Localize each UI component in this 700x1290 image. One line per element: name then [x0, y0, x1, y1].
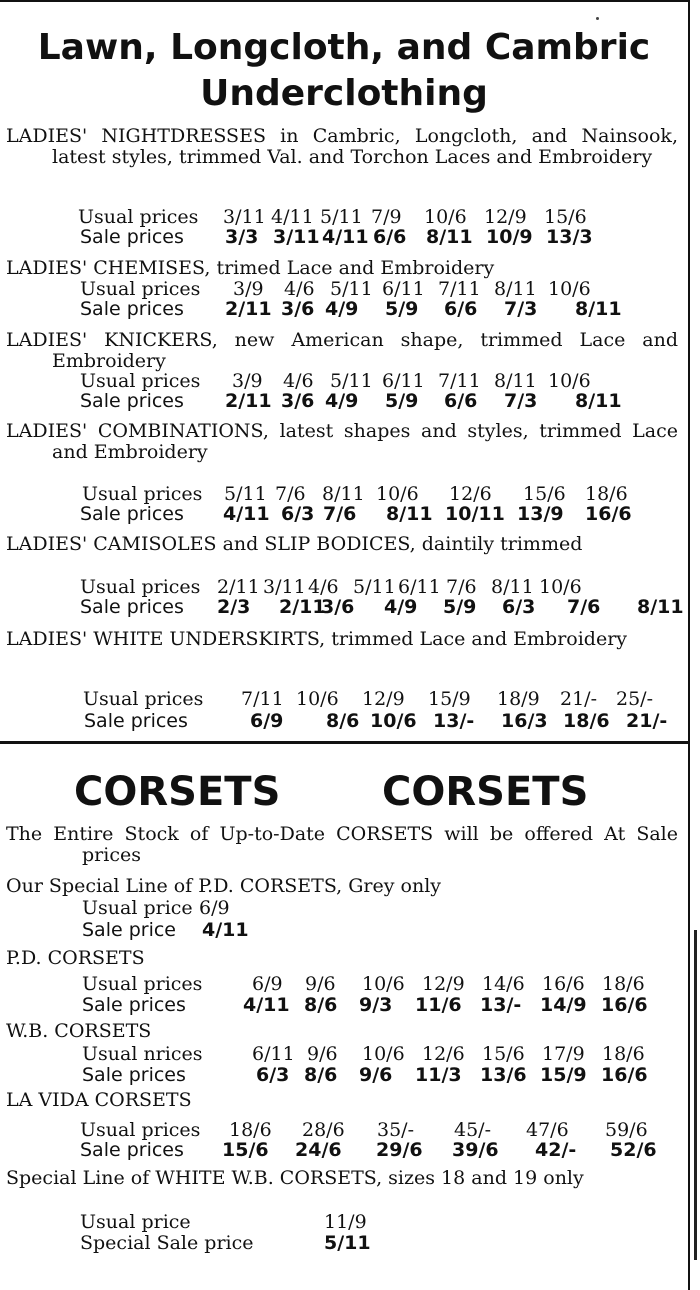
corsets-heading-right: CORSETS	[382, 769, 589, 815]
underskirts-description: LADIES' WHITE UNDERSKIRTS, trimmed Lace and Embroidery	[6, 628, 628, 650]
wb-corsets-name: W.B. CORSETS	[6, 1020, 152, 1042]
nightdresses-description: LADIES' NIGHTDRESSES in Cambric, Longcloth, and Nainsook, latest styles, trimmed Val. and Torchon Laces and Embroidery	[6, 125, 678, 168]
camisoles-description: LADIES' CAMISOLES and SLIP BODICES, daintily trimmed	[6, 533, 583, 555]
corsets-heading-left: CORSETS	[74, 769, 281, 815]
edge-mark	[694, 930, 697, 1260]
white-wb-description: Special Line of WHITE W.B. CORSETS, sizes 18 and 19 only	[6, 1167, 584, 1189]
ink-speck	[596, 17, 599, 20]
section-divider	[0, 741, 688, 744]
combinations-description: LADIES' COMBINATIONS, latest shapes and styles, trimmed Lace and Embroidery	[6, 420, 678, 463]
pd-special-description: Our Special Line of P.D. CORSETS, Grey only	[6, 875, 442, 897]
la-vida-corsets-name: LA VIDA CORSETS	[6, 1089, 192, 1111]
section-title-line2: Underclothing	[200, 73, 488, 114]
pd-corsets-name: P.D. CORSETS	[6, 947, 145, 969]
chemises-description: LADIES' CHEMISES, trimed Lace and Embroidery	[6, 257, 495, 279]
knickers-description: LADIES' KNICKERS, new American shape, trimmed Lace and Embroidery	[6, 329, 678, 372]
section-title-line1: Lawn, Longcloth, and Cambric	[37, 27, 651, 68]
corsets-intro: The Entire Stock of Up-to-Date CORSETS will be offered At Sale prices	[6, 823, 678, 866]
advertisement-page: Lawn, Longcloth, and Cambric Underclothing LADIES' NIGHTDRESSES in Cambric, Longcloth, and Nainsook, latest styles, trimmed Val. and Torchon Laces and Embroidery Usual prices 3/11 4/11 5/11 7/9 10/6 12/9 15/6 Sale prices 3/3 3/11 4/11 6/6 8/11 10/9 13/3 LADIES' CHEMISES, trimed Lace and Embroidery Usual prices 3/9 4/6 5/11 6/11 7/11 8/11 10/6 Sale prices 2/11 3/6 4/9 5/9 6/6 7/3 8/11 LADIES' KNICKERS, new American shape, trimmed Lace and Embroidery Usual prices 3/9 4/6 5/11 6/11 7/11 8/11 10/6 Sale prices 2/11 3/6 4/9 5/9 6/6 7/3 8/11 LADIES' COMBINATIONS, latest shapes and styles, trimmed Lace and Embroidery Usual prices 5/11 7/6 8/11 10/6 12/6 15/6 18/6 Sale prices 4/11 6/3 7/6 8/11 10/11 13/9 16/6 LADIES' CAMISOLES and SLIP BODICES, daintily trimmed Usual prices 2/11 3/11 4/6 5/11 6/11 7/6 8/11 10/6 Sale prices 2/3 2/11 3/6 4/9 5/9 6/3 7/6 8/11 LADIES' WHITE UNDERSKIRTS, trimmed Lace and Embroidery Usual prices 7/11 10/6 12/9 15/9 18/9 21/- 25/- Sale prices 6/9 8/6 10/6 13/- 16/3 18/6 21/- CORSETS CORSETS The Entire Stock of Up-to-Date CORSETS will be offered At Sale prices Our Special Line of P.D. CORSETS, Grey only Usual price 6/9 Sale price 4/11 P.D. CORSETS Usual prices 6/9 9/6 10/6 12/9 14/6 16/6 18/6 Sale prices 4/11 8/6 9/3 11/6 13/- 14/9 16/6 W.B. CORSETS Usual nrices 6/11 9/6 10/6 12/6 15/6 17/9 18/6 Sale prices 6/3 8/6 9/6 11/3 13/6 15/9 16/6 LA VIDA CORSETS Usual prices 18/6 28/6 35/- 45/- 47/6 59/6 Sale prices 15/6 24/6 29/6 39/6 42/- 52/6 Special Line of WHITE W.B. CORSETS, sizes 18 and 19 only Usual price 11/9 Special Sale price 5/11	[0, 0, 690, 1290]
